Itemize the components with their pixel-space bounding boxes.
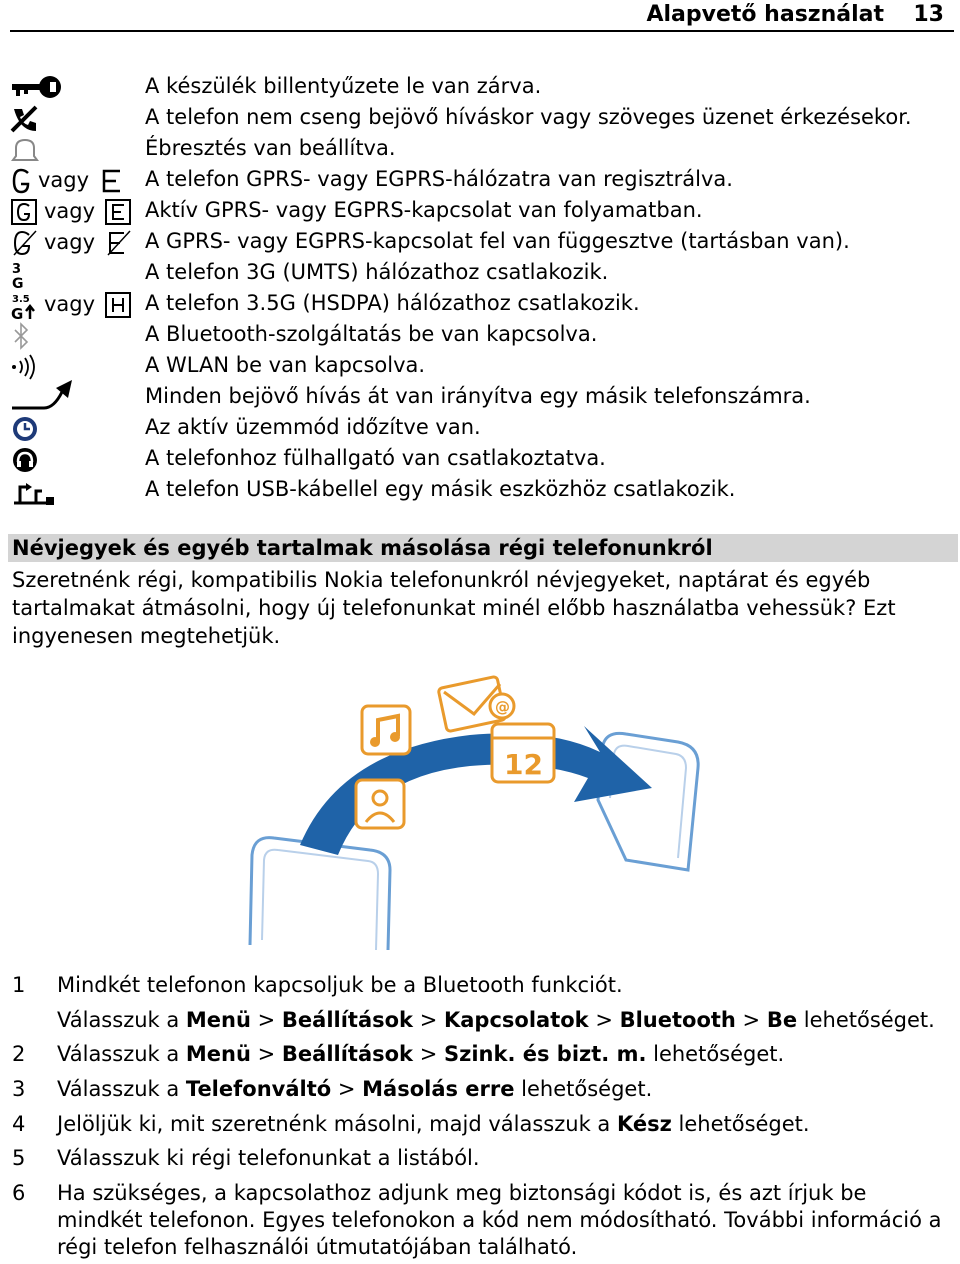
menu-path-item: Be	[766, 1008, 798, 1032]
page-header	[10, 0, 954, 32]
indicator-row	[0, 382, 960, 413]
or-label: vagy	[38, 168, 90, 192]
section-intro: Szeretnénk régi, kompatibilis Nokia telefonunkról névjegyeket, naptárat és egyéb tartalmakat átmásolni, hogy új telefonunkat minél előbb használatba vehessük? Ezt ingyenesen megtehetjük.	[12, 568, 896, 648]
step-text: Jelöljük ki, mit szeretnénk másolni, majd válasszuk a Kész lehetőséget.	[57, 1112, 810, 1136]
indicator-row	[0, 227, 960, 258]
transfer-arrow	[300, 726, 652, 855]
indicator-text: Az aktív üzemmód időzítve van.	[145, 415, 481, 439]
step-text: Válasszuk a Menü > Beállítások > Kapcsolatok > Bluetooth > Be lehetőséget.	[57, 1008, 935, 1032]
menu-path-item: Szink. és bizt. m.	[443, 1042, 647, 1066]
or-label: vagy	[44, 199, 96, 223]
call-divert-icon	[10, 378, 76, 412]
header-section-title: Alapvető használat	[646, 2, 884, 27]
svg-text:G: G	[11, 305, 24, 321]
svg-text:G: G	[12, 276, 24, 290]
step-text: Válasszuk ki régi telefonunkat a listából.	[57, 1146, 480, 1170]
indicator-text: Minden bejövő hívás át van irányítva egy másik telefonszámra.	[145, 384, 811, 408]
indicator-text: Ébresztés van beállítva.	[145, 136, 396, 160]
indicator-text: A Bluetooth-szolgáltatás be van kapcsolva.	[145, 322, 598, 346]
step-number: 6	[12, 1181, 26, 1205]
indicator-row	[0, 351, 960, 382]
calendar-icon	[492, 724, 554, 782]
3g-icon	[10, 260, 34, 290]
menu-path-item: Telefonváltó	[185, 1077, 332, 1101]
indicator-row	[0, 258, 960, 289]
indicator-row	[0, 444, 960, 475]
menu-path-item: Kész	[616, 1112, 672, 1136]
svg-text:3: 3	[12, 262, 22, 277]
indicator-row	[0, 103, 960, 134]
contact-icon	[356, 780, 404, 828]
step-text: Válasszuk a Menü > Beállítások > Szink. és bizt. m. lehetőséget.	[57, 1042, 785, 1066]
menu-path-item: Kapcsolatok	[443, 1008, 589, 1032]
egprs-suspended-icon	[104, 229, 132, 257]
indicator-row	[0, 134, 960, 165]
usb-icon	[10, 477, 56, 505]
menu-path-item: Beállítások	[281, 1042, 414, 1066]
hsdpa-active-icon	[104, 291, 132, 319]
indicator-text: A telefon 3G (UMTS) hálózathoz csatlakozik.	[145, 260, 609, 284]
or-label: vagy	[44, 230, 96, 254]
hsdpa-icon	[10, 291, 40, 321]
indicator-text: A GPRS- vagy EGPRS-kapcsolat fel van függesztve (tartásban van).	[145, 229, 850, 253]
indicator-text: A készülék billentyűzete le van zárva.	[145, 74, 542, 98]
indicator-row	[0, 413, 960, 444]
phone-switch-illustration	[230, 670, 710, 950]
step-number: 4	[12, 1112, 26, 1136]
music-icon	[362, 706, 410, 754]
menu-path-item: Bluetooth	[619, 1008, 736, 1032]
step-text: Ha szükséges, a kapcsolathoz adjunk meg biztonsági kódot is, és azt írjuk be mindkét telefonon. Egyes telefonokon a kód nem módosítható. További információ a régi telefon felhasználói útmutatójában található.	[57, 1181, 942, 1259]
step-number: 3	[12, 1077, 26, 1101]
menu-path-item: Beállítások	[281, 1008, 414, 1032]
egprs-active-icon	[104, 198, 132, 226]
silent-icon	[10, 105, 40, 133]
indicator-text: A telefon 3.5G (HSDPA) hálózathoz csatlakozik.	[145, 291, 640, 315]
indicator-row	[0, 289, 960, 320]
step-number: 1	[12, 973, 26, 997]
menu-path-item: Másolás erre	[362, 1077, 515, 1101]
bluetooth-icon	[10, 322, 34, 350]
svg-text:@: @	[495, 698, 510, 716]
indicator-text: A telefon nem cseng bejövő híváskor vagy szöveges üzenet érkezésekor.	[145, 105, 912, 129]
gprs-active-icon	[10, 198, 38, 226]
timed-profile-icon	[10, 415, 40, 443]
indicator-row	[0, 196, 960, 227]
indicator-row	[0, 72, 960, 103]
indicator-text: A telefon GPRS- vagy EGPRS-hálózatra van regisztrálva.	[145, 167, 733, 191]
step-number: 2	[12, 1042, 26, 1066]
step-text: Mindkét telefonon kapcsoljuk be a Bluetooth funkciót.	[57, 973, 623, 997]
step-text: Válasszuk a Telefonváltó > Másolás erre lehetőséget.	[57, 1077, 653, 1101]
gprs-registered-icon	[10, 167, 34, 195]
indicator-text: Aktív GPRS- vagy EGPRS-kapcsolat van folyamatban.	[145, 198, 703, 222]
indicator-row	[0, 165, 960, 196]
indicator-row	[0, 475, 960, 506]
page-number: 13	[913, 2, 944, 27]
section-heading: Névjegyek és egyéb tartalmak másolása régi telefonunkról	[8, 534, 958, 562]
wlan-icon	[10, 353, 40, 381]
calendar-day: 12	[504, 748, 543, 781]
indicator-row	[0, 320, 960, 351]
step-number: 5	[12, 1146, 26, 1170]
egprs-registered-icon	[100, 167, 124, 195]
menu-path-item: Menü	[185, 1042, 251, 1066]
or-label: vagy	[44, 292, 96, 316]
menu-path-item: Menü	[185, 1008, 251, 1032]
headset-icon	[10, 446, 40, 474]
alarm-icon	[10, 136, 40, 164]
indicator-text: A telefonhoz fülhallgató van csatlakoztatva.	[145, 446, 606, 470]
keylock-icon	[10, 74, 62, 100]
indicator-text: A WLAN be van kapcsolva.	[145, 353, 426, 377]
indicator-text: A telefon USB-kábellel egy másik eszközhöz csatlakozik.	[145, 477, 736, 501]
svg-text:3.5: 3.5	[12, 294, 30, 305]
gprs-suspended-icon	[10, 229, 38, 257]
